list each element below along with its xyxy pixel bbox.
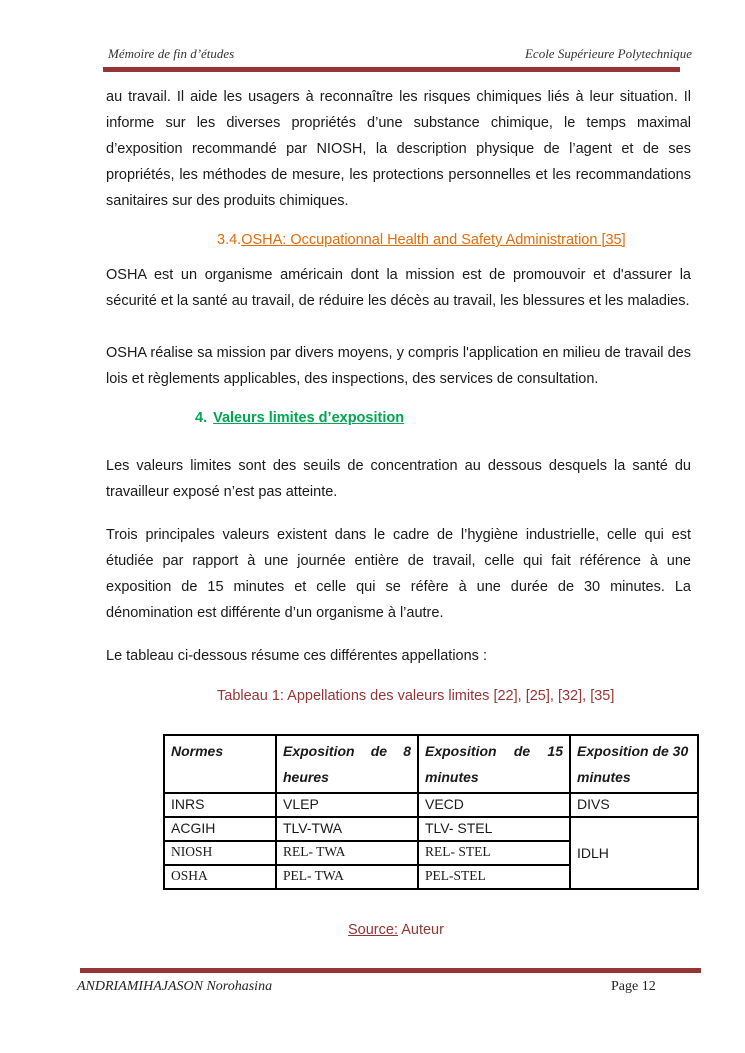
- header-rule: [103, 67, 680, 72]
- paragraph-osha-mission: OSHA est un organisme américain dont la mission est de promouvoir et d'assurer la sécurité et la santé au travail, de réduire les décès au travail, les blessures et les maladies.: [106, 267, 691, 309]
- cell-8h: VLEP: [276, 793, 418, 817]
- section-title: Valeurs limites d’exposition: [213, 410, 405, 426]
- section-number: 3.4.: [217, 232, 242, 248]
- cell-norme: INRS: [164, 793, 276, 817]
- header-word: de: [370, 743, 388, 759]
- cell-15m: REL- STEL: [418, 841, 570, 865]
- paragraph-osha-means: OSHA réalise sa mission par divers moyens, y compris l'application en milieu de travail des lois et règlements applicables, des inspections, des services de consultation.: [106, 345, 691, 387]
- source-value: Auteur: [401, 922, 444, 938]
- header-8-heures: [276, 735, 418, 793]
- header-30-minutes: [570, 735, 698, 793]
- paragraph-table-intro: Le tableau ci-dessous résume ces différentes appellations :: [106, 648, 487, 664]
- table-header-row: [164, 735, 698, 793]
- limits-table: [163, 734, 699, 890]
- page-number: Page 12: [611, 979, 656, 994]
- cell-30m: DIVS: [570, 793, 698, 817]
- cell-8h: PEL- TWA: [276, 865, 418, 889]
- header-word: de: [513, 743, 531, 759]
- header-word: Exposition de 30: [577, 743, 689, 759]
- header-word: minutes: [425, 769, 479, 785]
- source-label: Source:: [348, 922, 398, 938]
- paragraph-niosh-continued: au travail. Il aide les usagers à reconnaître les risques chimiques liés à leur situation. Il informe sur les diverses propriétés d’une substance chimique, le temps maximal d’exposition recommandé par NIOSH, la description physique de l’agent et de ses propriétés, les méthodes de mesure, les protections personnelles et les recommandations sanitaires sur des produits chimiques.: [106, 89, 691, 209]
- table-row: [164, 817, 698, 841]
- section-title: OSHA: Occupationnal Health and Safety Administration [35]: [241, 232, 626, 248]
- cell-norme: NIOSH: [164, 841, 276, 865]
- table-row: [164, 793, 698, 817]
- table-caption: Tableau 1: Appellations des valeurs limites [22], [25], [32], [35]: [217, 688, 615, 704]
- header-word: 15: [547, 743, 563, 759]
- cell-norme: ACGIH: [164, 817, 276, 841]
- paragraph-definition: Les valeurs limites sont des seuils de concentration au dessous desquels la santé du travailleur exposé n’est pas atteinte.: [106, 458, 691, 500]
- section-heading-osha: [217, 232, 626, 248]
- paragraph-three-values: Trois principales valeurs existent dans le cadre de l’hygiène industrielle, celle qui est étudiée par rapport à une journée entière de travail, celle qui fait référence à une exposition de 15 minutes et celle qui se réfère à une durée de 30 minutes. La dénomination est différente d’un organisme à l’autre.: [106, 527, 691, 621]
- cell-30m-merged: IDLH: [570, 817, 698, 889]
- header-word: Exposition: [425, 743, 497, 759]
- cell-8h: REL- TWA: [276, 841, 418, 865]
- cell-15m: PEL-STEL: [418, 865, 570, 889]
- cell-8h: TLV-TWA: [276, 817, 418, 841]
- table-source: [348, 922, 444, 938]
- footer-author: ANDRIAMIHAJASON Norohasina: [77, 979, 273, 994]
- footer-rule: [80, 968, 701, 973]
- header-15-minutes: [418, 735, 570, 793]
- cell-15m: TLV- STEL: [418, 817, 570, 841]
- cell-norme: OSHA: [164, 865, 276, 889]
- header-word: 8: [403, 743, 411, 759]
- header-word: Exposition: [283, 743, 355, 759]
- header-normes: Normes: [164, 735, 276, 793]
- header-word: heures: [283, 769, 329, 785]
- running-header-left: Mémoire de fin d’études: [108, 46, 235, 61]
- cell-15m: VECD: [418, 793, 570, 817]
- section-number: 4.: [195, 410, 208, 426]
- running-header-right: Ecole Supérieure Polytechnique: [524, 46, 692, 61]
- header-word: minutes: [577, 769, 631, 785]
- section-heading-valeurs-limites: [195, 410, 404, 426]
